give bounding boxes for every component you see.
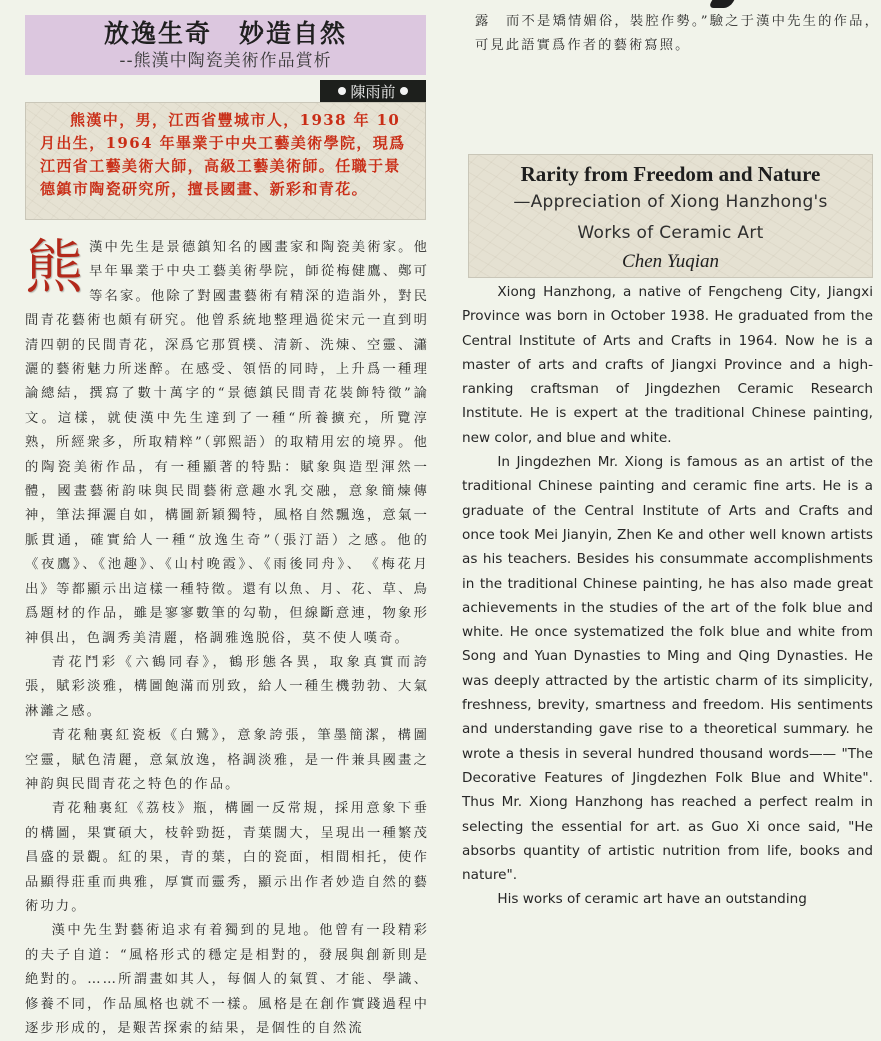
english-subtitle-line2: Works of Ceramic Art <box>577 223 764 243</box>
chinese-body <box>25 233 429 1041</box>
chinese-paragraph: 青花鬥彩《六鶴同春》，鶴形態各異，取象真實而誇張，賦彩淡雅，構圖飽滿而別致，給人一種生機勃勃、大氣淋灕之感。 <box>25 654 429 719</box>
bullet-dot-icon <box>400 87 408 95</box>
english-subtitle-line1: —Appreciation of Xiong Hanzhong's <box>513 192 828 212</box>
chinese-paragraph: 青花釉裏紅瓷板《白鷺》，意象誇張，筆墨簡潔，構圖空靈，賦色清麗，意氣放逸，格調淡雅，是一件兼具國畫之神韵與民間青花之特色的作品。 <box>25 728 429 792</box>
english-title-box <box>468 154 873 278</box>
chinese-continuation <box>475 10 880 59</box>
chinese-title-box <box>25 15 426 75</box>
chinese-author: 陳雨前 <box>350 82 396 101</box>
chinese-paragraph: 青花釉裏紅《荔枝》瓶，構圖一反常規，採用意象下垂的構圖，果實碩大，枝幹勁挺，青葉闊大，呈現出一種繁茂昌盛的景觀。紅的果，青的葉，白的瓷面，相間相托，使作品顯得莊重而典雅，厚實而靈秀，顯示出作者妙造自然的藝術功力。 <box>25 801 429 914</box>
chinese-paragraph: 漢中先生對藝術追求有着獨到的見地。他曾有一段精彩的夫子自道：“風格形式的穩定是相對的，發展與創新則是絶對的。……所謂畫如其人，每個人的氣質、才能、學識、修養不同，作品風格也就不一樣。風格是在創作實踐過程中逐步形成的，是艱苦探索的結果，是個性的自然流 <box>25 923 429 1036</box>
english-column <box>450 0 881 1000</box>
english-title: Rarity from Freedom and Nature <box>520 162 821 186</box>
english-paragraph: In Jingdezhen Mr. Xiong is famous as an artist of the traditional Chinese painting and ceramic fine arts. He is a graduate of the Central Institute of Arts and Crafts and once took Mei Jianyin, Zhen Ke and other well known artists as his teachers. Besides his consummate accomplishments in the traditional Chinese painting, he has also made great achievements in the studies of the art of the folk blue and white. He once systematized the folk blue and white from Song and Yuan Dynasties to Ming and Qing Dynasties. He was deeply attracted by the artistic charm of its simplicity, freshness, brevity, smartness and freedom. His sentiments and understanding gave rise to a theoretical summary. he wrote a thesis in several hundred thousand words—— "The Decorative Features of Jingdezhen Folk Blue and White". Thus Mr. Xiong Hanzhong has reached a perfect realm in selecting the essential for art. as Guo Xi once said, "He absorbs quantity of artistic nutrition from life, books and nature". <box>462 454 873 884</box>
english-paragraph: Xiong Hanzhong, a native of Fengcheng City, Jiangxi Province was born in October 1938. He graduated from the Central Institute of Arts and Crafts in 1964. Now he is a master of arts and crafts of Jiangxi Province and a high-ranking craftsman of Jingdezhen Ceramic Research Institute. He is expert at the traditional Chinese painting, new color, and blue and white. <box>462 284 873 446</box>
chinese-author-tag <box>320 80 426 102</box>
chinese-title: 放逸生奇 妙造自然 <box>103 19 347 48</box>
chinese-subtitle: --熊漢中陶瓷美術作品賞析 <box>119 51 332 71</box>
chinese-bio-box <box>25 102 426 220</box>
decorative-brush-stroke <box>708 0 735 8</box>
english-author: Chen Yuqian <box>622 251 719 272</box>
english-body <box>462 280 873 912</box>
english-paragraph: His works of ceramic art have an outstanding <box>497 891 807 908</box>
chinese-bio: 熊漢中，男，江西省豐城市人，1938 年 10 月出生，1964 年畢業于中央工藝美術學院，現爲江西省工藝美術大師，高級工藝美術師。任職于景德鎮市陶瓷研究所，擅長國畫、新彩和青花。 <box>40 111 406 198</box>
bullet-dot-icon <box>338 87 346 95</box>
chinese-paragraph: 熊漢中先生是景德鎮知名的國畫家和陶瓷美術家。他早年畢業于中央工藝美術學院，師從梅健鷹、鄭可等名家。他除了對國畫藝術有精深的造詣外，對民間青花藝術也頗有研究。他曾系統地整理過從宋元一直到明清四朝的民間青花，深爲它那質樸、清新、洗煉、空靈、瀟灑的藝術魅力所迷醉。在感受、領悟的同時，上升爲一種理論總結，撰寫了數十萬字的“景德鎮民間青花裝飾特徵”論文。這樣，就使漢中先生達到了一種“所養擴充，所覽淳熟，所經衆多，所取精粹”（郭熙語）的取精用宏的境界。他的陶瓷美術作品，有一種顯著的特點：賦象與造型渾然一體，國畫藝術韵味與民間藝術意趣水乳交融，意象簡煉傳神，筆法揮灑自如，構圖新穎獨特，風格自然飄逸，意氣一脈貫通，確實給人一種“放逸生奇”（張汀語）之感。他的《夜鷹》、《池趣》、《山村晚霞》、《雨後同舟》、 《梅花月出》等都顯示出這樣一種特徵。還有以魚、月、花、草、鳥爲題材的作品，雖是寥寥數筆的勾勒，但線斷意連，物象形神俱出，色調秀美清麗，格調雅逸脱俗，莫不使人嘆奇。 <box>25 233 429 646</box>
chinese-paragraph: 露 而不是矯情媚俗，裝腔作勢。”驗之于漢中先生的作品，可見此語實爲作者的藝術寫照。 <box>475 14 880 54</box>
drop-cap: 熊 <box>25 233 86 301</box>
